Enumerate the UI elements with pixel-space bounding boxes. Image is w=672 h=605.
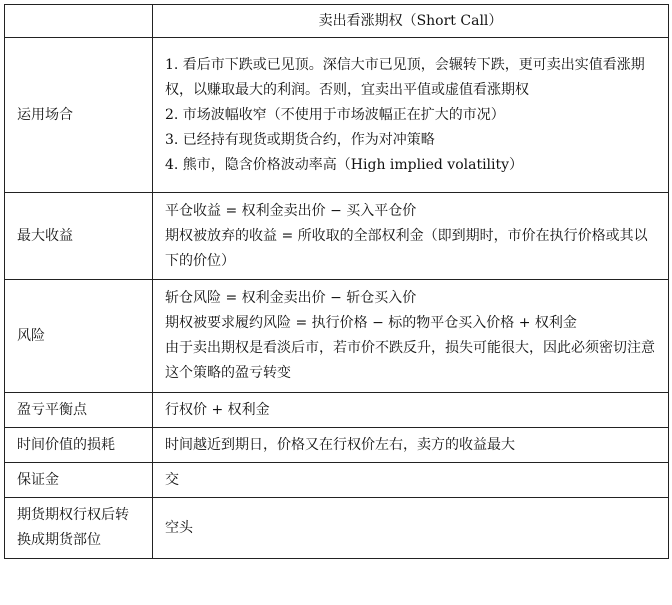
row-content-max-profit bbox=[153, 193, 669, 280]
table-row-usage bbox=[5, 38, 669, 193]
header-blank-cell bbox=[5, 5, 153, 38]
usage-line-1: 1. 看后市下跌或已见顶。深信大市已见顶，会辗转下跌，更可卖出实值看涨期权，以赚取最大的利润。否则，宜卖出平值或虚值看涨期权 bbox=[165, 56, 645, 98]
row-content-time-decay: 时间越近到期日，价格又在行权价左右，卖方的收益最大 bbox=[153, 428, 669, 463]
max-profit-line-2: 期权被放弃的收益 = 所收取的全部权利金（即到期时，市价在执行价格或其以下的价位） bbox=[165, 227, 648, 269]
row-content-breakeven: 行权价 + 权利金 bbox=[153, 393, 669, 428]
table-row-time-decay bbox=[5, 428, 669, 463]
risk-line-2: 期权被要求履约风险 = 执行价格 − 标的物平仓买入价格 + 权利金 bbox=[165, 315, 577, 331]
risk-line-3: 由于卖出期权是看淡后市，若市价不跌反升，损失可能很大，因此必须密切注意这个策略的盈亏转变 bbox=[165, 340, 655, 381]
row-content-usage bbox=[153, 38, 669, 193]
usage-line-3: 3. 已经持有现货或期货合约，作为对冲策略 bbox=[165, 131, 435, 148]
table-row-position bbox=[5, 498, 669, 559]
risk-line-1: 斩仓风险 = 权利金卖出价 − 斩仓买入价 bbox=[165, 290, 417, 306]
table-row-margin bbox=[5, 463, 669, 498]
table-row-breakeven bbox=[5, 393, 669, 428]
row-label-risk: 风险 bbox=[5, 280, 153, 393]
usage-line-2: 2. 市场波幅收窄（不使用于市场波幅正在扩大的市况） bbox=[165, 106, 505, 123]
usage-line-4: 4. 熊市，隐含价格波动率高（High implied volatility） bbox=[165, 156, 524, 173]
row-content-position: 空头 bbox=[153, 498, 669, 559]
max-profit-line-1: 平仓收益 = 权利金卖出价 − 买入平仓价 bbox=[165, 202, 417, 219]
short-call-strategy-table bbox=[4, 4, 669, 559]
row-label-usage: 运用场合 bbox=[5, 38, 153, 193]
row-content-margin: 交 bbox=[153, 463, 669, 498]
table-row-risk bbox=[5, 280, 669, 393]
row-content-risk bbox=[153, 280, 669, 393]
row-label-max-profit: 最大收益 bbox=[5, 193, 153, 280]
table-header-row bbox=[5, 5, 669, 38]
table-title: 卖出看涨期权（Short Call） bbox=[153, 5, 669, 38]
row-label-time-decay: 时间价值的损耗 bbox=[5, 428, 153, 463]
row-label-margin: 保证金 bbox=[5, 463, 153, 498]
table-row-max-profit bbox=[5, 193, 669, 280]
row-label-breakeven: 盈亏平衡点 bbox=[5, 393, 153, 428]
row-label-position: 期货期权行权后转换成期货部位 bbox=[5, 498, 153, 559]
